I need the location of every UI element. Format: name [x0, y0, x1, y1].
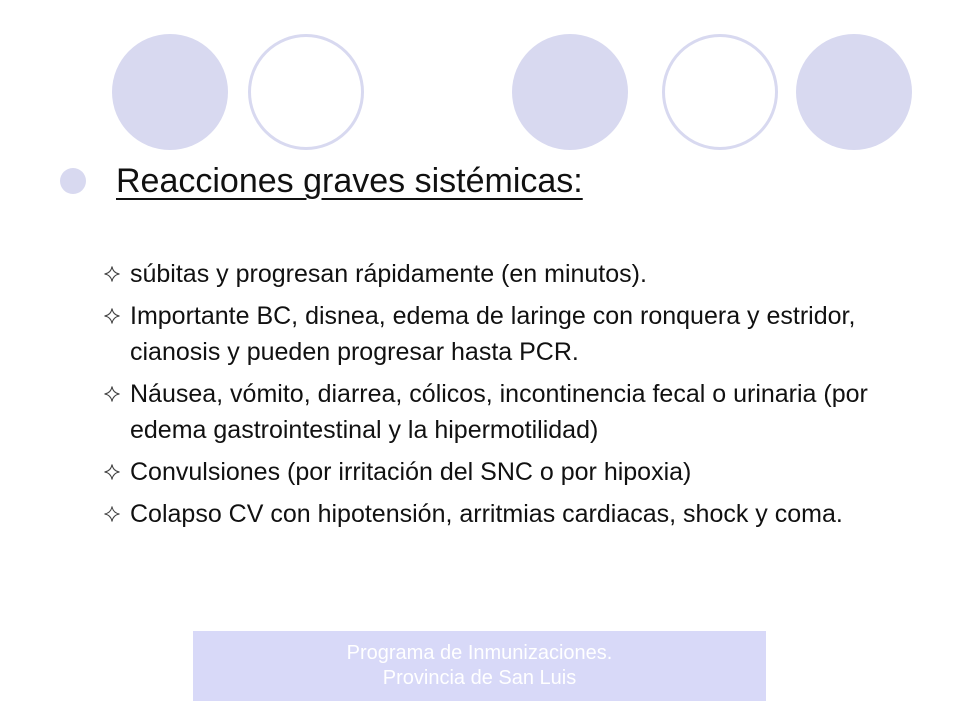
list-item: [104, 376, 924, 448]
footer-line-1: Programa de Inmunizaciones.: [346, 642, 613, 664]
decorative-circle-outline: [662, 34, 778, 150]
list-item: [104, 496, 924, 532]
decorative-circle-filled: [112, 34, 228, 150]
bullet-list: [104, 256, 924, 538]
slide-heading: Reacciones graves sistémicas:: [116, 162, 583, 200]
four-point-star-icon: [104, 266, 120, 282]
list-item-text: Convulsiones (por irritación del SNC o por hipoxia): [130, 458, 692, 486]
four-point-star-icon: [104, 506, 120, 522]
four-point-star-icon: [104, 464, 120, 480]
heading-row: [60, 158, 920, 208]
four-point-star-icon: [104, 308, 120, 324]
footer-line-2: Provincia de San Luis: [382, 667, 577, 689]
list-item-text: súbitas y progresan rápidamente (en minutos).: [130, 260, 647, 288]
decorative-circle-outline: [248, 34, 364, 150]
list-item-text: Náusea, vómito, diarrea, cólicos, incontinencia fecal o urinaria (por edema gastrointestinal y la hipermotilidad): [130, 380, 868, 444]
list-item: [104, 256, 924, 292]
decorative-circle-filled: [512, 34, 628, 150]
footer-box: [193, 631, 766, 701]
bullet-dot-icon: [60, 168, 86, 194]
list-item: [104, 298, 924, 370]
list-item-text: Colapso CV con hipotensión, arritmias cardiacas, shock y coma.: [130, 500, 843, 528]
decorative-circle-filled: [796, 34, 912, 150]
list-item-text: Importante BC, disnea, edema de laringe con ronquera y estridor, cianosis y pueden progresar hasta PCR.: [130, 302, 856, 366]
list-item: [104, 454, 924, 490]
four-point-star-icon: [104, 386, 120, 402]
